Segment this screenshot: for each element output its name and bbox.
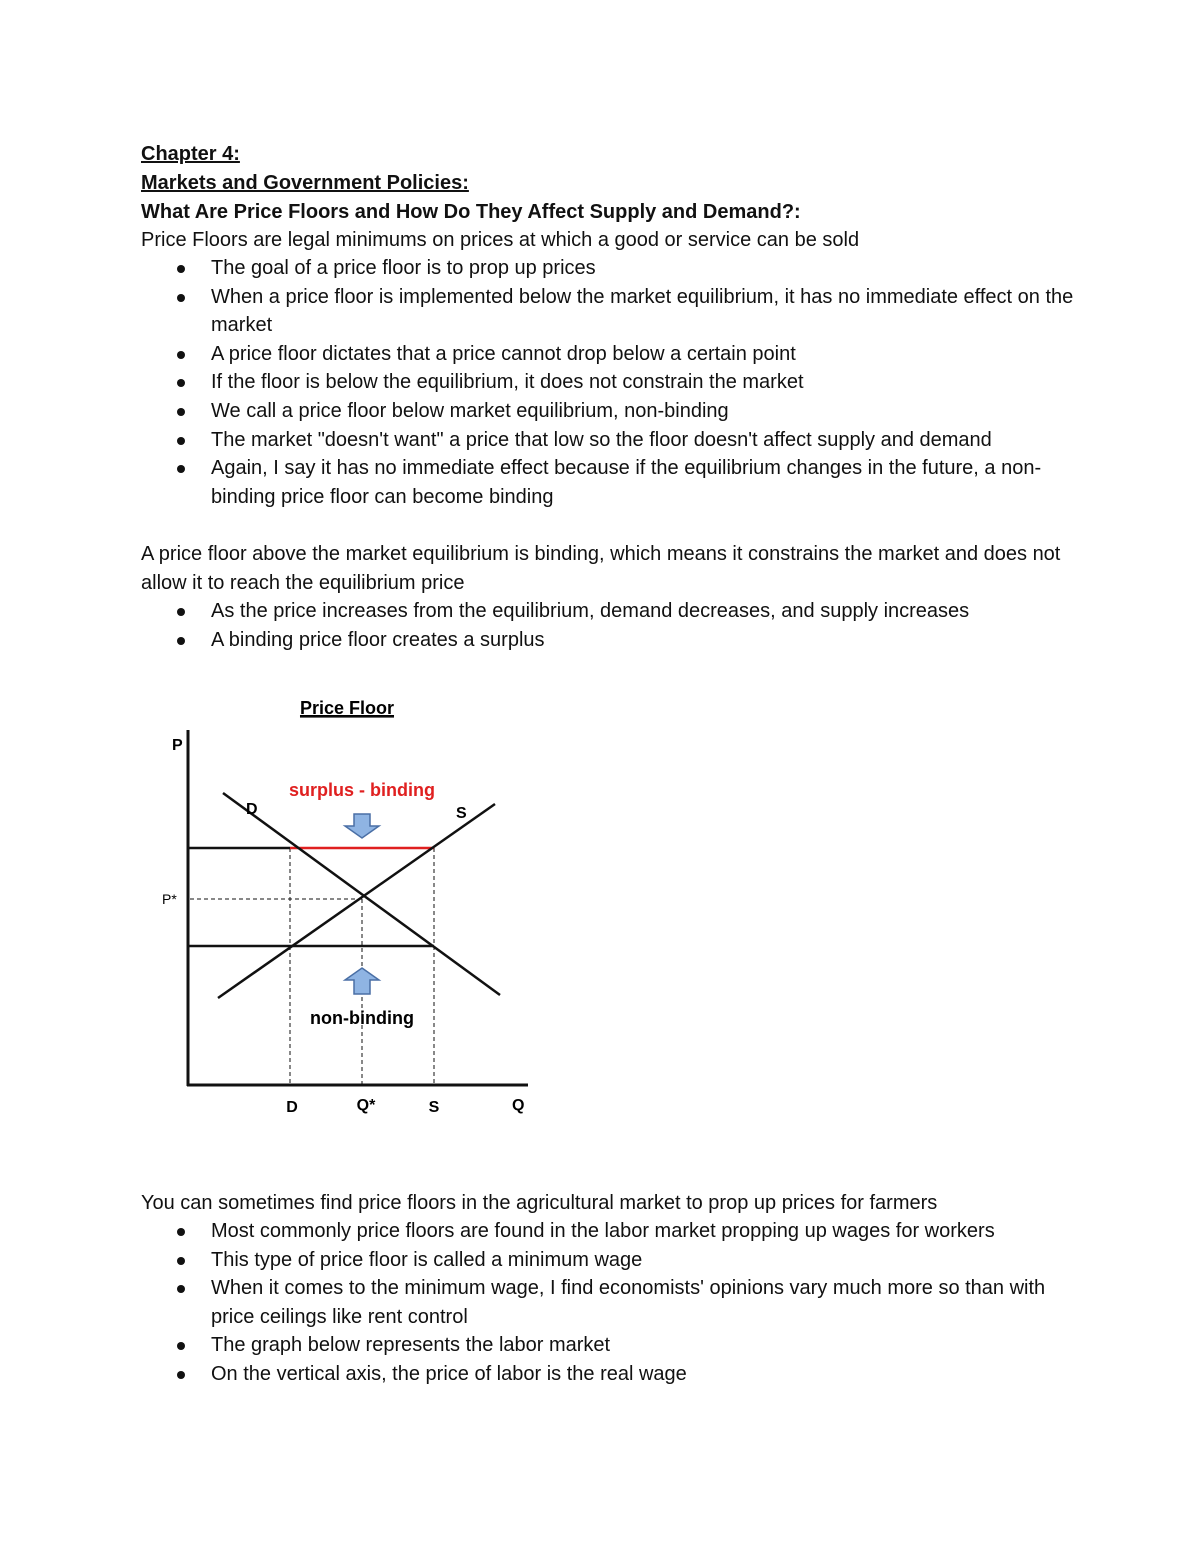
y-axis-label: P	[172, 737, 183, 754]
section-heading: Markets and Government Policies:	[141, 172, 469, 194]
list-item: If the floor is below the equilibrium, it does not constrain the market	[141, 368, 1091, 397]
list-item: Most commonly price floors are found in the labor market propping up wages for workers	[141, 1217, 1091, 1246]
list-item: As the price increases from the equilibrium, demand decreases, and supply increases	[141, 597, 1091, 626]
para3-bullet-list	[141, 1217, 1091, 1389]
x-tick-label-d: D	[286, 1099, 298, 1116]
list-item: This type of price floor is called a minimum wage	[141, 1246, 1091, 1275]
chapter-heading: Chapter 4:	[141, 143, 240, 165]
para1-intro: Price Floors are legal minimums on prices at which a good or service can be sold	[141, 229, 860, 251]
list-item: The graph below represents the labor market	[141, 1331, 1091, 1360]
x-axis-label: Q	[512, 1097, 525, 1114]
list-item: When a price floor is implemented below the market equilibrium, it has no immediate effect on the market	[141, 283, 1091, 340]
para3-intro: You can sometimes find price floors in the agricultural market to prop up prices for farmers	[141, 1192, 938, 1214]
list-item: Again, I say it has no immediate effect because if the equilibrium changes in the future, a non-binding price floor can become binding	[141, 454, 1091, 511]
para1-bullet-list	[141, 254, 1091, 511]
para2-intro: A price floor above the market equilibrium is binding, which means it constrains the market and does not allow it to reach the equilibrium price	[141, 543, 1061, 594]
y-tick-label-pstar: P*	[162, 891, 177, 907]
list-item: A price floor dictates that a price cannot drop below a certain point	[141, 340, 1091, 369]
surplus-binding-label: surplus - binding	[289, 780, 435, 800]
list-item: The market "doesn't want" a price that low so the floor doesn't affect supply and demand	[141, 426, 1091, 455]
list-item: A binding price floor creates a surplus	[141, 626, 1091, 655]
demand-curve-label: D	[246, 801, 258, 818]
x-tick-label-qstar: Q*	[356, 1097, 376, 1114]
price-floor-chart	[150, 690, 550, 1130]
list-item: The goal of a price floor is to prop up prices	[141, 254, 1091, 283]
up-arrow-icon	[345, 968, 379, 994]
question-heading: What Are Price Floors and How Do They Affect Supply and Demand?:	[141, 201, 801, 223]
down-arrow-icon	[345, 814, 379, 838]
x-tick-label-s: S	[428, 1099, 440, 1116]
list-item: On the vertical axis, the price of labor is the real wage	[141, 1360, 1091, 1389]
supply-curve-label: S	[456, 805, 467, 822]
list-item: When it comes to the minimum wage, I find economists' opinions vary much more so than with price ceilings like rent control	[141, 1274, 1091, 1331]
chart-title: Price Floor	[299, 698, 395, 718]
non-binding-label: non-binding	[310, 1008, 414, 1028]
para2-bullet-list	[141, 597, 1091, 654]
list-item: We call a price floor below market equilibrium, non-binding	[141, 397, 1091, 426]
